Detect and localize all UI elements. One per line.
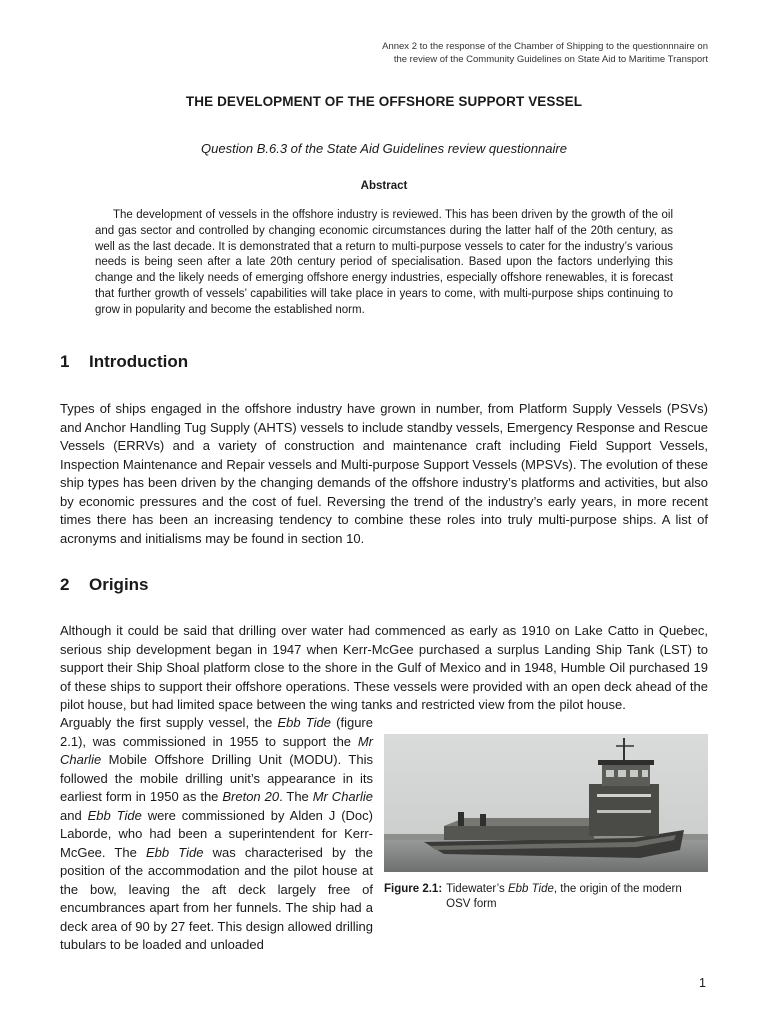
section-title: Introduction <box>89 352 189 371</box>
deck-equipment <box>444 818 594 826</box>
abstract-heading: Abstract <box>360 180 408 192</box>
deck-rail <box>597 810 651 813</box>
annex-line-1: Annex 2 to the response of the Chamber of Shipping to the questionnnaire on <box>382 41 708 52</box>
caption-run: , the origin of the modern OSV form <box>446 883 682 910</box>
section-title: Origins <box>89 575 149 594</box>
abstract-text: The development of vessels in the offshore industry is reviewed. This has been driven by the growth of the oil and gas sector and controlled by changing economic circumstances during the latter half of the 20th century, as well as the last decade. It is demonstrated that a return to multi-purpose vessels to cater for the industry’s various needs is being seen after a late 20th century period of specialisation. Based upon the factors underlying this change and the likely needs of emerging offshore energy industries, especially offshore renewables, it is forecast that further growth of vessels’ capabilities will take place in years to come, with multi-purpose ships continuing to grow in popularity and become the established norm. <box>95 209 673 316</box>
window <box>630 770 638 777</box>
window <box>606 770 614 777</box>
section-heading-introduction <box>60 352 188 372</box>
window <box>642 770 648 777</box>
annex-header <box>228 40 708 66</box>
ship-name: Ebb Tide <box>277 715 331 730</box>
section-number: 1 <box>60 352 70 371</box>
text-run: were commissioned by Alden J (Doc) Laborde, who had been a superintendent for Kerr-McGee. The <box>60 807 373 860</box>
ship-name: Ebb Tide <box>145 844 204 860</box>
caption-ship-name: Ebb Tide <box>507 883 554 895</box>
figure-caption <box>384 882 708 912</box>
pilot-house-roof <box>598 760 654 765</box>
page-number: 1 <box>699 976 706 990</box>
annex-line-2: the review of the Community Guidelines on State Aid to Maritime Transport <box>393 54 708 65</box>
text-run: Arguably the first supply vessel, the <box>60 715 278 730</box>
window <box>618 770 626 777</box>
ship-name: Ebb Tide <box>87 807 142 823</box>
caption-run: Tidewater’s <box>446 883 508 895</box>
modu-name: Mr Charlie <box>60 733 373 767</box>
text-run: . The <box>279 789 313 804</box>
introduction-paragraph: Types of ships engaged in the offshore industry have grown in number, from Platform Supply Vessels (PSVs) and Anchor Handling Tug Supply (AHTS) vessels to include standby vessels, Emergency Response and Rescue Vessels (ERRVs) and a variety of construction and maintenance craft including Field Support Vessels, Inspection Maintenance and Repair vessels and Multi-purpose Support Vessels (MPSVs). The evolution of these ship types has been driven by the changing demands of the offshore industry’s platforms and activities, but also by economic pressures and the cost of fuel. Reversing the trend of the industry’s early years, in more recent times there has been an increasing tendency to combine these roles into truly multi-purpose ships. A list of acronyms and initialisms may be found in section 10. <box>60 401 708 546</box>
figure-caption-text <box>446 882 708 912</box>
text-run: was characterised by the position of the accommodation and the pilot house at the bow, leaving the aft deck largely free of encumbrances apart from her funnels. The ship had a deck area of 90 by 27 feet. This design allowed drilling tubulars to be loaded and unloaded <box>60 844 374 952</box>
text-run: (figure 2.1), was commissioned in 1955 to support the <box>60 715 373 749</box>
document-subtitle: Question B.6.3 of the State Aid Guidelines review questionnaire <box>201 141 567 156</box>
text-run: Mobile Offshore Drilling Unit (MODU). This followed the mobile drilling unit’s appearance in its earliest form in 1950 as the <box>60 752 373 804</box>
ebb-tide-photo <box>384 734 708 872</box>
modu-name: Mr Charlie <box>312 789 373 804</box>
drilling-unit-name: Breton 20 <box>222 789 280 804</box>
text-run: and <box>60 807 88 823</box>
figure-label: Figure 2.1: <box>384 883 443 895</box>
deck-rail <box>597 794 651 797</box>
aft-deck-bulwark <box>444 826 594 840</box>
origins-paragraph-2 <box>60 714 373 955</box>
section-heading-origins <box>60 575 149 595</box>
funnel <box>480 814 486 826</box>
document-title: THE DEVELOPMENT OF THE OFFSHORE SUPPORT VESSEL <box>185 94 583 109</box>
section-number: 2 <box>60 575 70 594</box>
funnel <box>458 812 464 826</box>
origins-paragraph: Although it could be said that drilling over water had commenced as early as 1910 on Lake Catto in Quebec, serious ship development began in 1947 when Kerr-McGee purchased a surplus Landing Ship Tank (LST) to support their Ship Shoal platform close to the shore in the Gulf of Mexico and in 1948, Humble Oil purchased 19 of these ships to support their offshore operations. These vessels were provided with an open deck ahead of the pilot house, but had limited space between the wing tanks and restricted view from the pilot house. <box>60 623 708 712</box>
ship-photo-illustration <box>384 734 708 872</box>
